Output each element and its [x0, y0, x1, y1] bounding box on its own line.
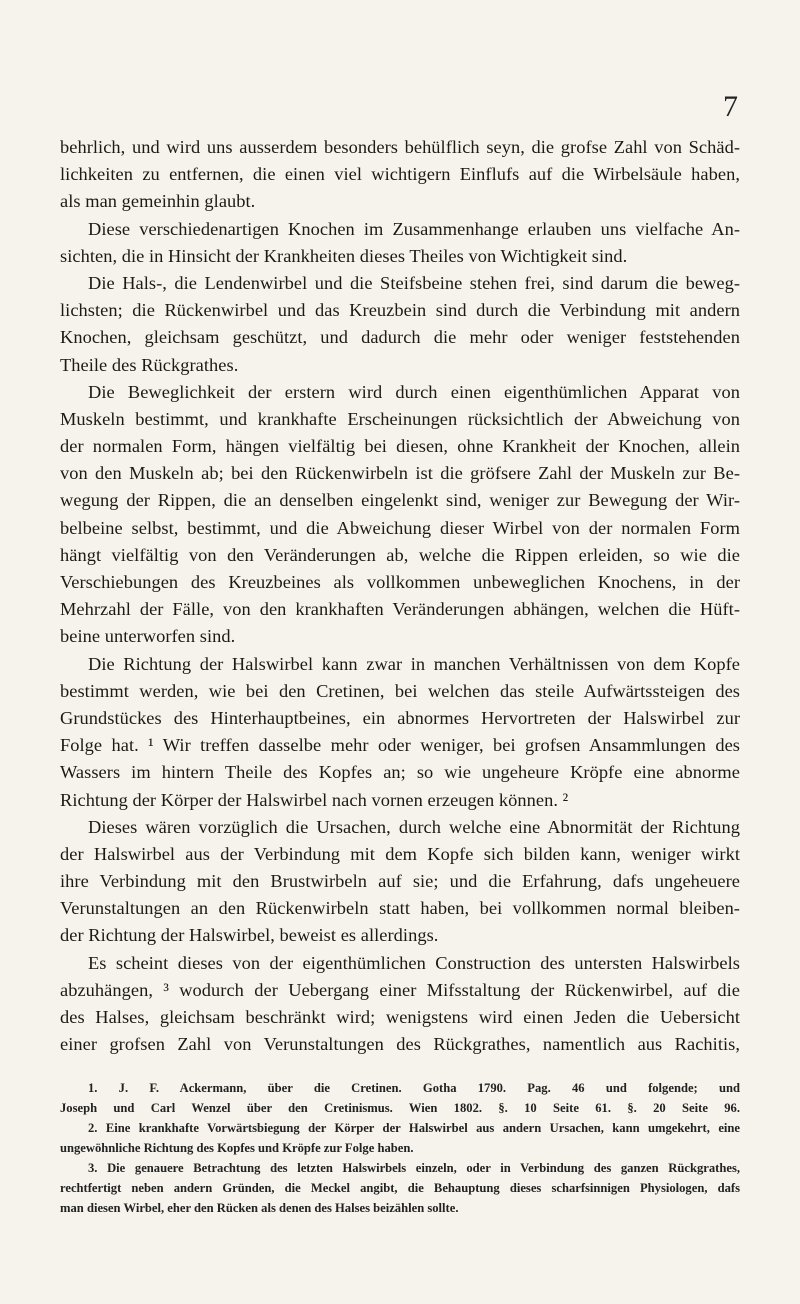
body-line: Mehrzahl der Fälle, von den krankhaften Veränderungen abhängen, welchen die Hüft- [60, 599, 740, 620]
body-line: lichkeiten zu entfernen, die einen viel wichtigern Einflufs auf die Wirbelsäule haben, [60, 164, 740, 185]
body-line: beine unterworfen sind. [60, 626, 236, 647]
body-text [60, 134, 740, 1058]
body-line: abzuhängen, ³ wodurch der Uebergang einer Mifsstaltung der Rückenwirbel, auf die [60, 979, 740, 1000]
body-line: der Richtung der Halswirbel, beweist es allerdings. [60, 925, 439, 946]
body-line: Es scheint dieses von der eigenthümlichen Construction des untersten Halswirbels [88, 952, 740, 973]
body-line: Die Richtung der Halswirbel kann zwar in manchen Verhältnissen von dem Kopfe [88, 653, 740, 674]
footnote-line: 1. J. F. Ackermann, über die Cretinen. Gotha 1790. Pag. 46 und folgende; und [88, 1081, 740, 1095]
body-line: ihre Verbindung mit den Brustwirbeln auf sie; und die Erfahrung, dafs ungeheuere [60, 871, 740, 892]
body-line: von den Muskeln ab; bei den Rückenwirbeln ist die gröfsere Zahl der Muskeln zur Be- [60, 463, 740, 484]
body-line: behrlich, und wird uns ausserdem besonders behülflich seyn, die grofse Zahl von Schäd- [60, 137, 740, 157]
body-line: Die Hals-, die Lendenwirbel und die Steifsbeine stehen frei, sind darum die beweg- [88, 272, 740, 293]
body-line: Grundstückes des Hinterhauptbeines, ein abnormes Hervortreten der Halswirbel zur [60, 707, 740, 728]
body-line: Dieses wären vorzüglich die Ursachen, durch welche eine Abnormität der Richtung [88, 816, 740, 837]
body-line: einer grofsen Zahl von Verunstaltungen des Rückgrathes, namentlich aus Rachitis, [60, 1034, 740, 1055]
footnote-line: ungewöhnliche Richtung des Kopfes und Kröpfe zur Folge haben. [60, 1141, 414, 1155]
footnotes [60, 1078, 740, 1218]
footnote-line: 2. Eine krankhafte Vorwärtsbiegung der Körper der Halswirbel aus andern Ursachen, kann umgekehrt, eine [88, 1121, 740, 1135]
body-line: Diese verschiedenartigen Knochen im Zusammenhange erlauben uns vielfache An- [88, 218, 740, 239]
body-line: lichsten; die Rückenwirbel und das Kreuzbein sind durch die Verbindung mit andern [60, 300, 740, 321]
body-line: Theile des Rückgrathes. [60, 354, 239, 375]
body-line: der normalen Form, hängen vielfältig bei diesen, ohne Krankheit der Knochen, allein [60, 436, 740, 457]
body-line: hängt vielfältig von den Veränderungen ab, welche die Rippen erleiden, so wie die [60, 544, 740, 565]
body-line: Knochen, gleichsam geschützt, und dadurch die mehr oder weniger feststehenden [60, 327, 740, 348]
body-line: sichten, die in Hinsicht der Krankheiten dieses Theiles von Wichtigkeit sind. [60, 245, 628, 266]
body-line: wegung der Rippen, die an denselben eingelenkt sind, weniger zur Bewegung der Wir- [60, 490, 740, 511]
footnote-line: rechtfertigt neben andern Gründen, die Meckel angibt, die Behauptung dieses scharfsinnigen Physiologen, dafs [60, 1181, 740, 1195]
body-line: Richtung der Körper der Halswirbel nach vornen erzeugen können. ² [60, 789, 569, 810]
footnote-line: man diesen Wirbel, eher den Rücken als denen des Halses beizählen sollte. [60, 1201, 459, 1215]
body-line: Wassers im hintern Theile des Kopfes an; so wie ungeheure Kröpfe eine abnorme [60, 762, 740, 783]
body-line: belbeine selbst, bestimmt, und die Abweichung dieser Wirbel von der normalen Form [60, 517, 740, 538]
body-line: des Halses, gleichsam beschränkt wird; wenigstens wird einen Jeden die Uebersicht [60, 1007, 740, 1027]
page-number: 7 [723, 90, 738, 123]
body-line: Verunstaltungen an den Rückenwirbeln statt haben, bei vollkommen normal bleiben- [60, 898, 740, 919]
body-line: Muskeln bestimmt, und krankhafte Erscheinungen rücksichtlich der Abweichung von [60, 408, 740, 429]
body-line: Verschiebungen des Kreuzbeines als vollkommen unbeweglichen Knochens, in der [60, 572, 740, 592]
body-line: als man gemeinhin glaubt. [60, 191, 256, 212]
body-line: bestimmt werden, wie bei den Cretinen, bei welchen das steile Aufwärtssteigen des [60, 680, 740, 701]
footnote-line: Joseph und Carl Wenzel über den Cretinismus. Wien 1802. §. 10 Seite 61. §. 20 Seite 96. [60, 1101, 740, 1115]
footnote-line: 3. Die genauere Betrachtung des letzten Halswirbels einzeln, oder in Verbindung des ganzen Rückgrathes, [88, 1161, 740, 1175]
body-line: Folge hat. ¹ Wir treffen dasselbe mehr oder weniger, bei grofsen Ansammlungen des [60, 735, 740, 756]
body-line: der Halswirbel aus der Verbindung mit dem Kopfe sich bilden kann, weniger wirkt [60, 843, 740, 864]
body-line: Die Beweglichkeit der erstern wird durch einen eigenthümlichen Apparat von [88, 381, 740, 402]
